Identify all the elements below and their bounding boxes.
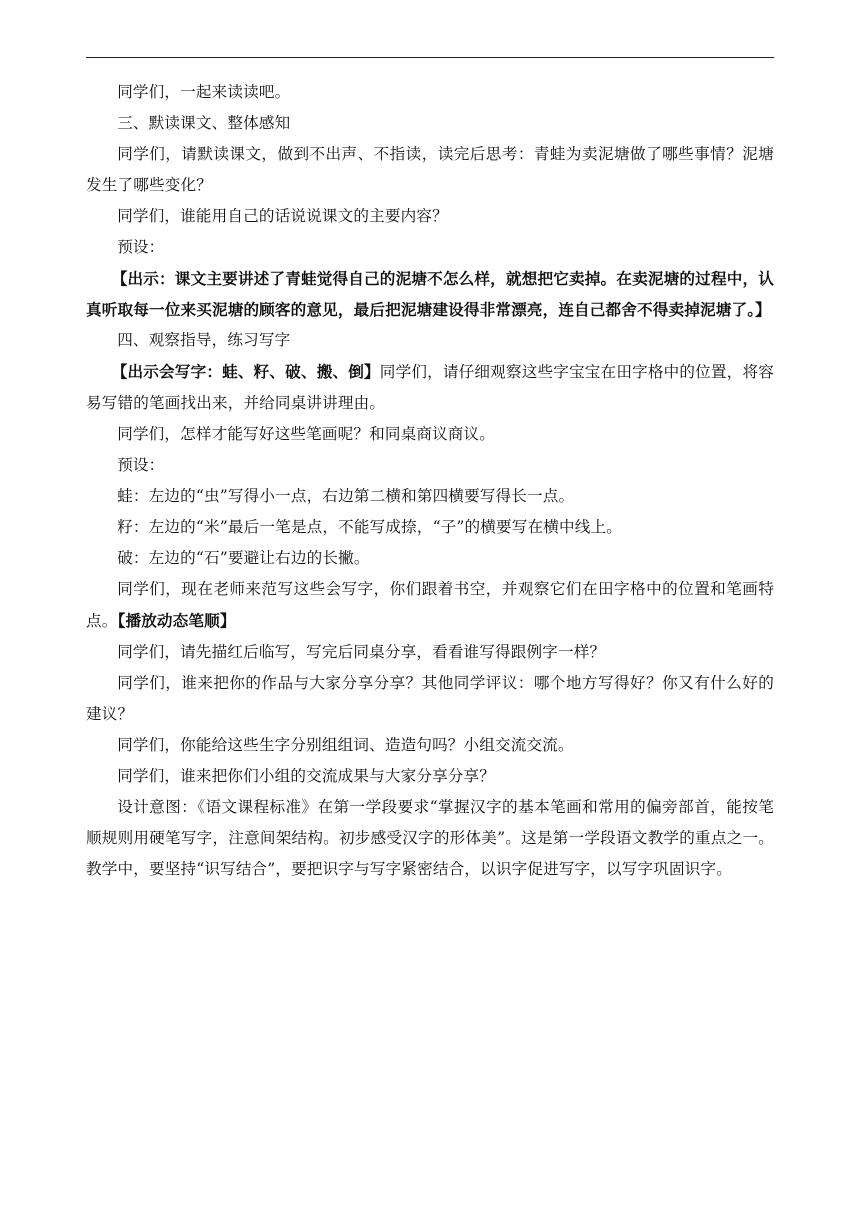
paragraph-silent-reading-task: 同学们，请默读课文，做到不出声、不指读，读完后思考：青蛙为卖泥塘做了哪些事情？泥塘发生了哪些变化？ (86, 145, 774, 194)
demonstration-text: 同学们，现在老师来范写这些会写字，你们跟着书空，并观察它们在田字格中的位置和笔画特点。 (86, 580, 774, 630)
paragraph-character-wa: 蛙：左边的“虫”写得小一点，右边第二横和第四横要写得长一点。 (117, 487, 575, 505)
paragraph-display-summary: 【出示：课文主要讲述了青蛙觉得自己的泥塘不怎么样，就想把它卖掉。在卖泥塘的过程中，认真听取每一位来买泥塘的顾客的意见，最后把泥塘建设得非常漂亮，连自己都舍不得卖掉泥塘了。】 (86, 269, 774, 319)
paragraph-character-zi: 籽：左边的“米”最后一笔是点，不能写成捺，“子”的横要写在横中线上。 (117, 518, 622, 536)
paragraph-trace-copy: 同学们，请先描红后临写，写完后同桌分享，看看谁写得跟例字一样？ (117, 643, 606, 661)
bold-play-stroke-order: 【播放动态笔顺】 (117, 611, 236, 630)
paragraph-main-content-question: 同学们，谁能用自己的话说说课文的主要内容？ (117, 207, 448, 225)
paragraph-preset-label: 预设： (117, 238, 165, 256)
section-heading-silent-reading: 三、默读课文、整体感知 (117, 114, 291, 132)
bold-display-characters: 【出示会写字：蛙、籽、破、搬、倒】 (111, 362, 380, 381)
writing-characters-instruction: 同学们，请仔细观察这些字宝宝在田字格中的位置，将容易写错的笔画找出来，并给同桌讲讲理由。 (86, 363, 774, 412)
paragraph-share-results: 同学们，谁来把你们小组的交流成果与大家分享分享？ (117, 767, 496, 785)
paragraph-design-intent: 设计意图：《语文课程标准》在第一学段要求“掌握汉字的基本笔画和常用的偏旁部首，能按笔顺规则用硬笔写字，注意间架结构。初步感受汉字的形体美”。这是第一学段语文教学的重点之一。教学中，要坚持“识写结合”，要把识字与写字紧密结合，以识字促进写字，以写字巩固识字。 (86, 798, 774, 878)
paragraph-demonstration (86, 574, 774, 637)
section-heading-writing-guidance: 四、观察指导，练习写字 (117, 331, 291, 349)
paragraph-share-work: 同学们，谁来把你的作品与大家分享分享？其他同学评议：哪个地方写得好？你又有什么好的建议？ (86, 674, 774, 723)
paragraph-word-sentence: 同学们，你能给这些生字分别组组词、造造句吗？小组交流交流。 (117, 736, 574, 754)
paragraph-preset-label-second: 预设： (117, 456, 165, 474)
paragraph-discuss-strokes: 同学们，怎样才能写好这些笔画呢？和同桌商议商议。 (117, 425, 496, 443)
document-body (86, 77, 774, 885)
paragraph-character-po: 破：左边的“石”要避让右边的长撇。 (117, 549, 370, 567)
paragraph-read-together: 同学们，一起来读读吧。 (117, 83, 291, 101)
paragraph-writing-characters (86, 356, 774, 419)
header-rule (86, 57, 774, 58)
